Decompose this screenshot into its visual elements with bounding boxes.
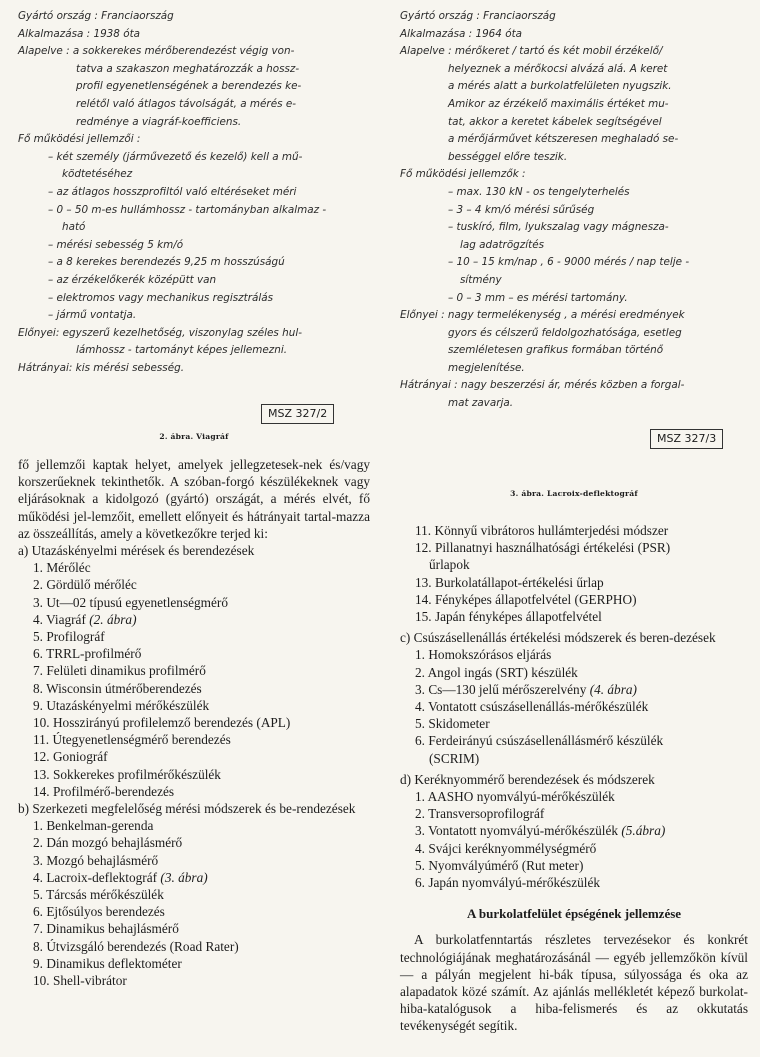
datasheet-line: Gyártó ország : Franciaország — [400, 10, 556, 22]
list-item — [400, 539, 748, 556]
datasheet-line: tat, akkor a keretet kábelek segítségével — [448, 115, 662, 128]
list-item — [400, 840, 748, 857]
list-item-number: 9. — [33, 697, 43, 713]
section-b-heading: b) Szerkezeti megfelelőség mérési módszerek és be-rendezések — [18, 801, 356, 817]
list-item — [18, 852, 370, 869]
datasheet-line: Fő működési jellemzők : — [400, 168, 526, 181]
list-item-number: 9. — [33, 955, 43, 971]
figure-reference: (4. ábra) — [589, 681, 637, 697]
list-item — [18, 594, 370, 611]
list-item-number: 4. — [33, 611, 43, 627]
figure-caption-3: 3. ábra. Lacroix-deflektográf — [510, 489, 638, 498]
list-item — [400, 698, 748, 715]
right-body-text — [400, 522, 748, 1035]
list-item-text: Dinamikus behajlásmérő — [46, 921, 179, 937]
list-item-number: 5. — [33, 887, 43, 903]
list-item-text: Mérőléc — [46, 560, 91, 576]
list-item — [18, 714, 370, 731]
list-item-text: Hosszirányú profilelemző berendezés (APL) — [52, 715, 291, 731]
list-item — [18, 886, 370, 903]
datasheet-line: – 10 – 15 km/nap , 6 - 9000 mérés / nap telje - — [448, 256, 690, 269]
list-item — [18, 869, 370, 886]
list-item-text: Sokkerekes profilmérőkészülék — [52, 766, 221, 782]
datasheet-line: megjelenítése. — [448, 361, 525, 374]
figure-caption-2: 2. ábra. Viagráf — [159, 432, 229, 441]
list-item — [400, 664, 748, 681]
datasheet-line: helyeznek a mérőkocsi alvázá alá. A keret — [448, 62, 668, 75]
list-item-number: 13. — [33, 766, 50, 782]
datasheet-line: Alkalmazása : 1938 óta — [18, 27, 141, 40]
list-item-text: Angol ingás (SRT) készülék — [427, 664, 578, 680]
list-item-text: Ferdeirányú csúszásellenállásmérő készülék — [428, 733, 664, 749]
datasheet-line: Hátrányai: kis mérési sebesség. — [18, 361, 185, 374]
list-item-number: 12. — [33, 749, 50, 765]
datasheet-line: – jármű vontatja. — [48, 309, 137, 322]
datasheet-line: redménye a viagráf-koefficiens. — [76, 115, 242, 128]
list-item-text: Profilmérő-berendezés — [52, 783, 175, 799]
list-item-text: Vontatott csúszásellenállás-mérőkészülék — [428, 699, 649, 715]
datasheet-line: tatva a szakaszon meghatározzák a hossz- — [76, 62, 300, 75]
list-item-c6 — [400, 732, 748, 749]
datasheet-line: – 0 – 3 mm – es mérési tartomány. — [448, 291, 628, 304]
datasheet-line: Alapelve : a sokkerekes mérőberendezést végig von- — [18, 45, 295, 58]
datasheet-line: – 3 – 4 km/ó mérési sűrűség — [448, 203, 595, 216]
list-item — [400, 788, 748, 805]
list-item-text: Mozgó behajlásmérő — [46, 852, 159, 868]
list-item — [400, 681, 748, 698]
datasheet-line: a mérőjárművet kétszeresen meghaladó se- — [448, 133, 679, 146]
list-item-text: Dán mozgó behajlásmérő — [46, 835, 183, 851]
list-item — [18, 697, 370, 714]
list-item-text: Útvizsgáló berendezés (Road Rater) — [46, 938, 239, 954]
list-item-number: 11. — [33, 732, 50, 748]
list-item — [18, 972, 370, 989]
list-item-text: AASHO nyomvályú-mérőkészülék — [427, 789, 615, 805]
list-item-number: 7. — [33, 663, 43, 679]
list-item-text: Cs—130 jelű mérőszerelvény — [428, 681, 590, 697]
list-item — [400, 522, 748, 539]
list-item-number: 1. — [415, 647, 425, 663]
list-item-number: 6. — [415, 733, 425, 749]
list-item-text: Goniográf — [52, 749, 108, 765]
datasheet-line: Hátrányai : nagy beszerzési ár, mérés közben a forgal- — [400, 379, 685, 392]
list-item-text: Viagráf — [46, 611, 90, 627]
list-item-number: 8. — [33, 938, 43, 954]
list-item — [400, 857, 748, 874]
list-item-text: Burkolatállapot-értékelési űrlap — [434, 574, 604, 590]
list-item-number: 14. — [33, 783, 50, 799]
list-item-number: 2. — [415, 664, 425, 680]
list-item-number: 4. — [415, 699, 425, 715]
stamp-msz-327-3: MSZ 327/3 — [650, 429, 723, 449]
section-heading-burkolatfelulet: A burkolatfelület épségének jellemzése — [466, 906, 682, 922]
list-item-text: Homokszórásos eljárás — [428, 647, 552, 663]
datasheet-line: lámhossz - tartományt képes jellemezni. — [76, 344, 288, 357]
list-item — [18, 731, 370, 748]
list-item-number: 5. — [415, 857, 425, 873]
datasheet-line: szemléletesen grafikus formában történő — [448, 344, 664, 357]
list-item-number: 1. — [415, 789, 425, 805]
list-item-text: Pillanatnyi használhatósági értékelési (PSR) — [434, 540, 671, 556]
list-item — [400, 646, 748, 663]
list-item-text: Transversoprofilográf — [428, 806, 545, 822]
list-item-number: 11. — [415, 523, 432, 538]
list-item — [400, 574, 748, 591]
list-section-b-continued — [400, 522, 748, 556]
intro-paragraph: fő jellemzői kaptak helyet, amelyek jellegzetesek-nek és/vagy korszerűeknek tekinthetők. A szóban-forgó készülékeknek vagy eljárásoknak a kidolgozó (gyártó) országát, a mérés elvét, fő működési jel-lemzőit, emellett előnyeit és hátrányait tartal-mazza az összeállítás, amely a következőkre terjed ki: — [18, 457, 370, 541]
datasheet-line: bességgel előre teszik. — [448, 150, 568, 163]
list-item — [400, 715, 748, 732]
list-item — [400, 591, 748, 608]
list-item-number: 5. — [415, 716, 425, 732]
list-item-text: Benkelman-gerenda — [46, 818, 154, 834]
list-item-number: 1. — [33, 560, 43, 576]
section-c-heading: c) Csúszásellenállás értékelési módszerek és beren-dezések — [400, 630, 716, 646]
datasheet-line: – max. 130 kN - os tengelyterhelés — [448, 185, 630, 198]
list-item-text: Profilográf — [46, 629, 105, 645]
list-item — [18, 748, 370, 765]
list-item-number: 3. — [33, 852, 43, 868]
list-item — [400, 822, 748, 839]
list-item-number: 6. — [33, 904, 43, 920]
list-item-text: Japán fényképes állapotfelvétel — [434, 609, 602, 625]
list-item-number: 13. — [415, 574, 432, 590]
list-item-text: Lacroix-deflektográf — [46, 869, 161, 885]
list-item — [18, 576, 370, 593]
datasheet-line: – elektromos vagy mechanikus regisztrálás — [48, 291, 274, 304]
list-item — [18, 817, 370, 834]
list-item-number: 3. — [33, 594, 43, 610]
list-section-a — [18, 559, 370, 800]
list-item — [18, 559, 370, 576]
datasheet-line: Alapelve : mérőkeret / tartó és két mobil érzékelő/ — [400, 45, 663, 58]
list-item-number: 2. — [415, 806, 425, 822]
list-item-number: 8. — [33, 680, 43, 696]
list-item-number: 6. — [33, 646, 43, 662]
list-item-text: Útegyenetlenségmérő berendezés — [52, 732, 231, 748]
datasheet-line: – az érzékelőkerék középütt van — [48, 273, 217, 286]
list-section-d — [400, 788, 748, 891]
list-item — [18, 920, 370, 937]
list-item — [18, 645, 370, 662]
datasheet-line: Előnyei: egyszerű kezelhetőség, viszonylag széles hul- — [18, 326, 302, 339]
datasheet-line: – mérési sebesség 5 km/ó — [48, 238, 184, 251]
list-item-number: 6. — [415, 875, 425, 891]
datasheet-line: Gyártó ország : Franciaország — [18, 10, 174, 22]
datasheet-line: lag adatrögzítés — [460, 238, 545, 251]
list-item-number: 15. — [415, 609, 432, 625]
list-item-text: Svájci keréknyommélységmérő — [428, 840, 597, 856]
list-item-text: Felületi dinamikus profilmérő — [46, 663, 206, 679]
figure-reference: (2. ábra) — [89, 611, 137, 627]
right-column — [400, 0, 748, 1034]
datasheet-line: Amikor az érzékelő maximális értéket mu- — [448, 97, 669, 110]
list-item — [18, 938, 370, 955]
list-item-text: Wisconsin útmérőberendezés — [46, 680, 202, 696]
figure-reference: (5.ábra) — [621, 823, 666, 839]
stamp-msz-327-2: MSZ 327/2 — [261, 404, 334, 424]
lacroix-datasheet — [400, 0, 748, 413]
list-item-number: 10. — [33, 715, 50, 731]
datasheet-line: – az átlagos hosszprofiltól való eltéréseket méri — [48, 185, 297, 198]
list-item-text: Skidometer — [428, 716, 490, 732]
list-item-text: Vontatott nyomvályú-mérőkészülék — [428, 823, 622, 839]
list-item-text: Tárcsás mérőkészülék — [46, 887, 164, 903]
list-item-number: 3. — [415, 823, 425, 839]
list-item-number: 1. — [33, 818, 43, 834]
datasheet-line: sítmény — [460, 273, 502, 286]
viagraf-datasheet — [18, 0, 370, 377]
list-item-number: 2. — [33, 577, 43, 593]
left-column — [18, 0, 370, 989]
datasheet-line: – két személy (járművezető és kezelő) kell a mű- — [48, 150, 303, 163]
datasheet-line: a mérés alatt a burkolatfelületen nyugszik. — [448, 80, 672, 93]
left-body-text — [18, 456, 370, 989]
section-d-heading: d) Keréknyommérő berendezések és módszerek — [400, 771, 655, 787]
datasheet-line: ható — [62, 221, 86, 234]
list-section-c — [400, 646, 748, 732]
list-item-number: 7. — [33, 921, 43, 937]
datasheet-line: Előnyei : nagy termelékenység , a mérési eredmények — [400, 309, 685, 322]
list-item — [18, 955, 370, 972]
list-item-number: 3. — [415, 681, 425, 697]
list-item — [18, 662, 370, 679]
list-item — [18, 834, 370, 851]
list-item-text: Nyomvályúmérő (Rut meter) — [428, 857, 584, 873]
list-item — [18, 628, 370, 645]
datasheet-line: Fő működési jellemzői : — [18, 133, 141, 146]
list-item-text: Gördülő mérőléc — [46, 577, 137, 593]
figure-reference: (3. ábra) — [160, 869, 208, 885]
list-item-text: Ut—02 típusú egyenetlenségmérő — [46, 594, 228, 610]
list-item-text: Ejtősúlyos berendezés — [46, 904, 165, 920]
list-item-text: Utazáskényelmi mérőkészülék — [46, 697, 210, 713]
list-item — [18, 766, 370, 783]
datasheet-line: relétől való átlagos távolságát, a mérés e- — [76, 97, 296, 110]
datasheet-line: gyors és célszerű feldolgozhatósága, esetleg — [448, 326, 682, 339]
list-item — [18, 783, 370, 800]
list-item-text: Japán nyomvályú-mérőkészülék — [428, 875, 601, 891]
list-item — [400, 805, 748, 822]
list-item-text: Könnyű vibrátoros hullámterjedési módszer — [434, 523, 669, 538]
list-item-b12-continuation: űrlapok — [429, 557, 470, 573]
datasheet-line: Alkalmazása : 1964 óta — [400, 27, 523, 40]
list-item — [18, 611, 370, 628]
list-item — [18, 903, 370, 920]
list-item-text: TRRL-profilmérő — [46, 646, 142, 662]
section-a-heading: a) Utazáskényelmi mérések és berendezések — [18, 543, 255, 559]
list-item-text: Dinamikus deflektométer — [46, 955, 182, 971]
closing-paragraph: A burkolatfenntartás részletes tervezésekor és konkrét technológiájának meghatározásánál — egyéb jellemzőkön kívül — a pályán megjelent hi-bák típusa, súlyossága és oka az alapadatok közé számít. Az ajánlás mellékletét képező burkolat-hiba-katalógusok a hiba-felismerés és az okkutatás tevékenységét segítik. — [400, 932, 748, 1034]
list-item-number: 2. — [33, 835, 43, 851]
list-item-number: 10. — [33, 973, 50, 989]
datasheet-line: – a 8 kerekes berendezés 9,25 m hosszúságú — [48, 256, 285, 269]
list-item-number: 12. — [415, 540, 432, 556]
datasheet-line: ködtetéséhez — [62, 168, 133, 181]
datasheet-line: profil egyenetlenségének a berendezés ke- — [76, 80, 302, 93]
list-section-b-continued-2 — [400, 574, 748, 626]
list-item-c6-continuation: (SCRIM) — [429, 750, 480, 766]
list-section-b — [18, 817, 370, 989]
datasheet-line: – 0 – 50 m-es hullámhossz - tartományban alkalmaz - — [48, 203, 327, 216]
datasheet-line: mat zavarja. — [448, 397, 514, 410]
list-item-number: 4. — [33, 869, 43, 885]
list-item — [400, 608, 748, 625]
list-item-text: Fényképes állapotfelvétel (GERPHO) — [434, 591, 637, 607]
list-item-number: 5. — [33, 629, 43, 645]
list-item — [18, 680, 370, 697]
list-item-number: 14. — [415, 591, 432, 607]
list-item-number: 4. — [415, 840, 425, 856]
list-item — [400, 874, 748, 891]
list-item-text: Shell-vibrátor — [52, 973, 127, 989]
datasheet-line: – tuskíró, film, lyukszalag vagy mágnesza- — [448, 221, 669, 234]
